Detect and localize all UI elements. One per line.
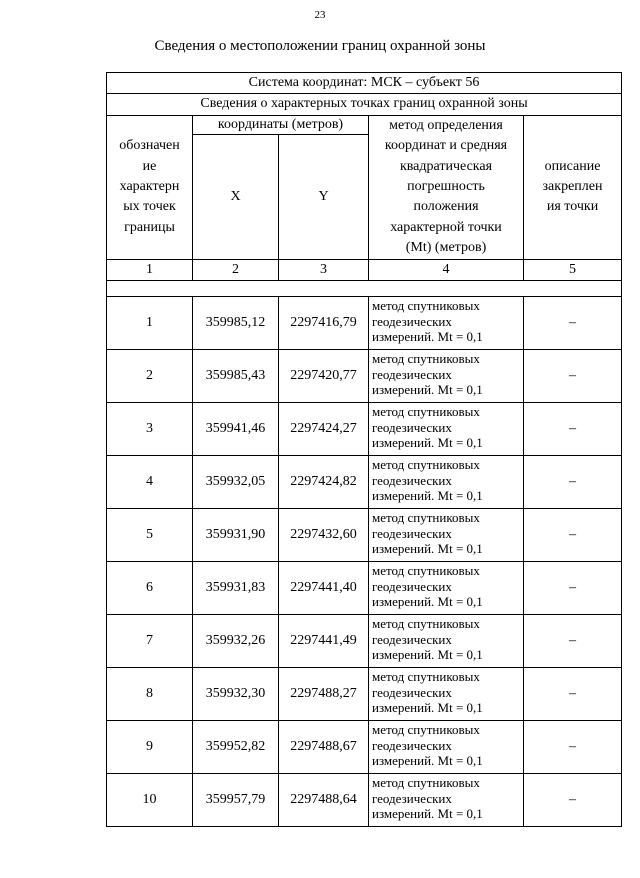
method-cell: метод спутниковых геодезических измерений. Mt = 0,1 bbox=[369, 721, 524, 774]
x-cell: 359985,43 bbox=[193, 350, 279, 403]
y-cell: 2297488,64 bbox=[279, 774, 369, 827]
header-x: X bbox=[193, 135, 279, 259]
table-row bbox=[107, 456, 622, 509]
point-cell: 9 bbox=[107, 721, 193, 774]
column-number: 5 bbox=[524, 259, 622, 280]
point-cell: 4 bbox=[107, 456, 193, 509]
table-row bbox=[107, 509, 622, 562]
spacer-cell bbox=[107, 281, 622, 297]
spacer-row bbox=[107, 281, 622, 297]
x-cell: 359931,83 bbox=[193, 562, 279, 615]
description-cell: – bbox=[524, 615, 622, 668]
table-row bbox=[107, 615, 622, 668]
point-cell: 6 bbox=[107, 562, 193, 615]
method-cell: метод спутниковых геодезических измерений. Mt = 0,1 bbox=[369, 509, 524, 562]
column-number: 3 bbox=[279, 259, 369, 280]
y-cell: 2297424,82 bbox=[279, 456, 369, 509]
description-cell: – bbox=[524, 350, 622, 403]
method-cell: метод спутниковых геодезических измерений. Mt = 0,1 bbox=[369, 615, 524, 668]
point-cell: 3 bbox=[107, 403, 193, 456]
column-number: 4 bbox=[369, 259, 524, 280]
point-cell: 2 bbox=[107, 350, 193, 403]
header-method: метод определения координат и средняя квадратическая погрешность положения характерной точки (Mt) (метров) bbox=[369, 115, 524, 259]
header-row bbox=[107, 115, 622, 135]
point-cell: 10 bbox=[107, 774, 193, 827]
description-cell: – bbox=[524, 509, 622, 562]
column-number: 1 bbox=[107, 259, 193, 280]
column-number: 2 bbox=[193, 259, 279, 280]
method-cell: метод спутниковых геодезических измерений. Mt = 0,1 bbox=[369, 774, 524, 827]
table-row bbox=[107, 403, 622, 456]
header-coordinates: координаты (метров) bbox=[193, 115, 369, 135]
x-cell: 359931,90 bbox=[193, 509, 279, 562]
table-row bbox=[107, 774, 622, 827]
y-cell: 2297488,67 bbox=[279, 721, 369, 774]
method-cell: метод спутниковых геодезических измерений. Mt = 0,1 bbox=[369, 297, 524, 350]
x-cell: 359985,12 bbox=[193, 297, 279, 350]
section-title-row bbox=[107, 94, 622, 115]
section-title-cell: Сведения о характерных точках границ охранной зоны bbox=[107, 94, 622, 115]
description-cell: – bbox=[524, 403, 622, 456]
y-cell: 2297441,49 bbox=[279, 615, 369, 668]
method-cell: метод спутниковых геодезических измерений. Mt = 0,1 bbox=[369, 668, 524, 721]
header-point-designation: обозначен ие характерн ых точек границы bbox=[107, 115, 193, 259]
table-row bbox=[107, 721, 622, 774]
x-cell: 359932,30 bbox=[193, 668, 279, 721]
table-row bbox=[107, 297, 622, 350]
x-cell: 359957,79 bbox=[193, 774, 279, 827]
page-number: 23 bbox=[314, 9, 326, 21]
description-cell: – bbox=[524, 668, 622, 721]
method-cell: метод спутниковых геодезических измерений. Mt = 0,1 bbox=[369, 456, 524, 509]
description-cell: – bbox=[524, 297, 622, 350]
coord-system-cell: Система координат: МСК – субъект 56 bbox=[107, 73, 622, 94]
y-cell: 2297424,27 bbox=[279, 403, 369, 456]
table-row bbox=[107, 350, 622, 403]
table-row bbox=[107, 562, 622, 615]
point-cell: 7 bbox=[107, 615, 193, 668]
x-cell: 359952,82 bbox=[193, 721, 279, 774]
header-y: Y bbox=[279, 135, 369, 259]
point-cell: 1 bbox=[107, 297, 193, 350]
y-cell: 2297488,27 bbox=[279, 668, 369, 721]
point-cell: 8 bbox=[107, 668, 193, 721]
method-cell: метод спутниковых геодезических измерений. Mt = 0,1 bbox=[369, 350, 524, 403]
x-cell: 359932,26 bbox=[193, 615, 279, 668]
point-cell: 5 bbox=[107, 509, 193, 562]
y-cell: 2297441,40 bbox=[279, 562, 369, 615]
table-row bbox=[107, 668, 622, 721]
method-cell: метод спутниковых геодезических измерений. Mt = 0,1 bbox=[369, 403, 524, 456]
boundary-points-table bbox=[106, 72, 622, 827]
coord-system-row bbox=[107, 73, 622, 94]
table-body bbox=[107, 73, 622, 827]
description-cell: – bbox=[524, 456, 622, 509]
header-description: описание закреплен ия точки bbox=[524, 115, 622, 259]
page-title: Сведения о местоположении границ охранной зоны bbox=[154, 38, 486, 54]
y-cell: 2297432,60 bbox=[279, 509, 369, 562]
x-cell: 359941,46 bbox=[193, 403, 279, 456]
method-cell: метод спутниковых геодезических измерений. Mt = 0,1 bbox=[369, 562, 524, 615]
y-cell: 2297420,77 bbox=[279, 350, 369, 403]
description-cell: – bbox=[524, 721, 622, 774]
x-cell: 359932,05 bbox=[193, 456, 279, 509]
column-number-row bbox=[107, 259, 622, 280]
y-cell: 2297416,79 bbox=[279, 297, 369, 350]
description-cell: – bbox=[524, 562, 622, 615]
description-cell: – bbox=[524, 774, 622, 827]
